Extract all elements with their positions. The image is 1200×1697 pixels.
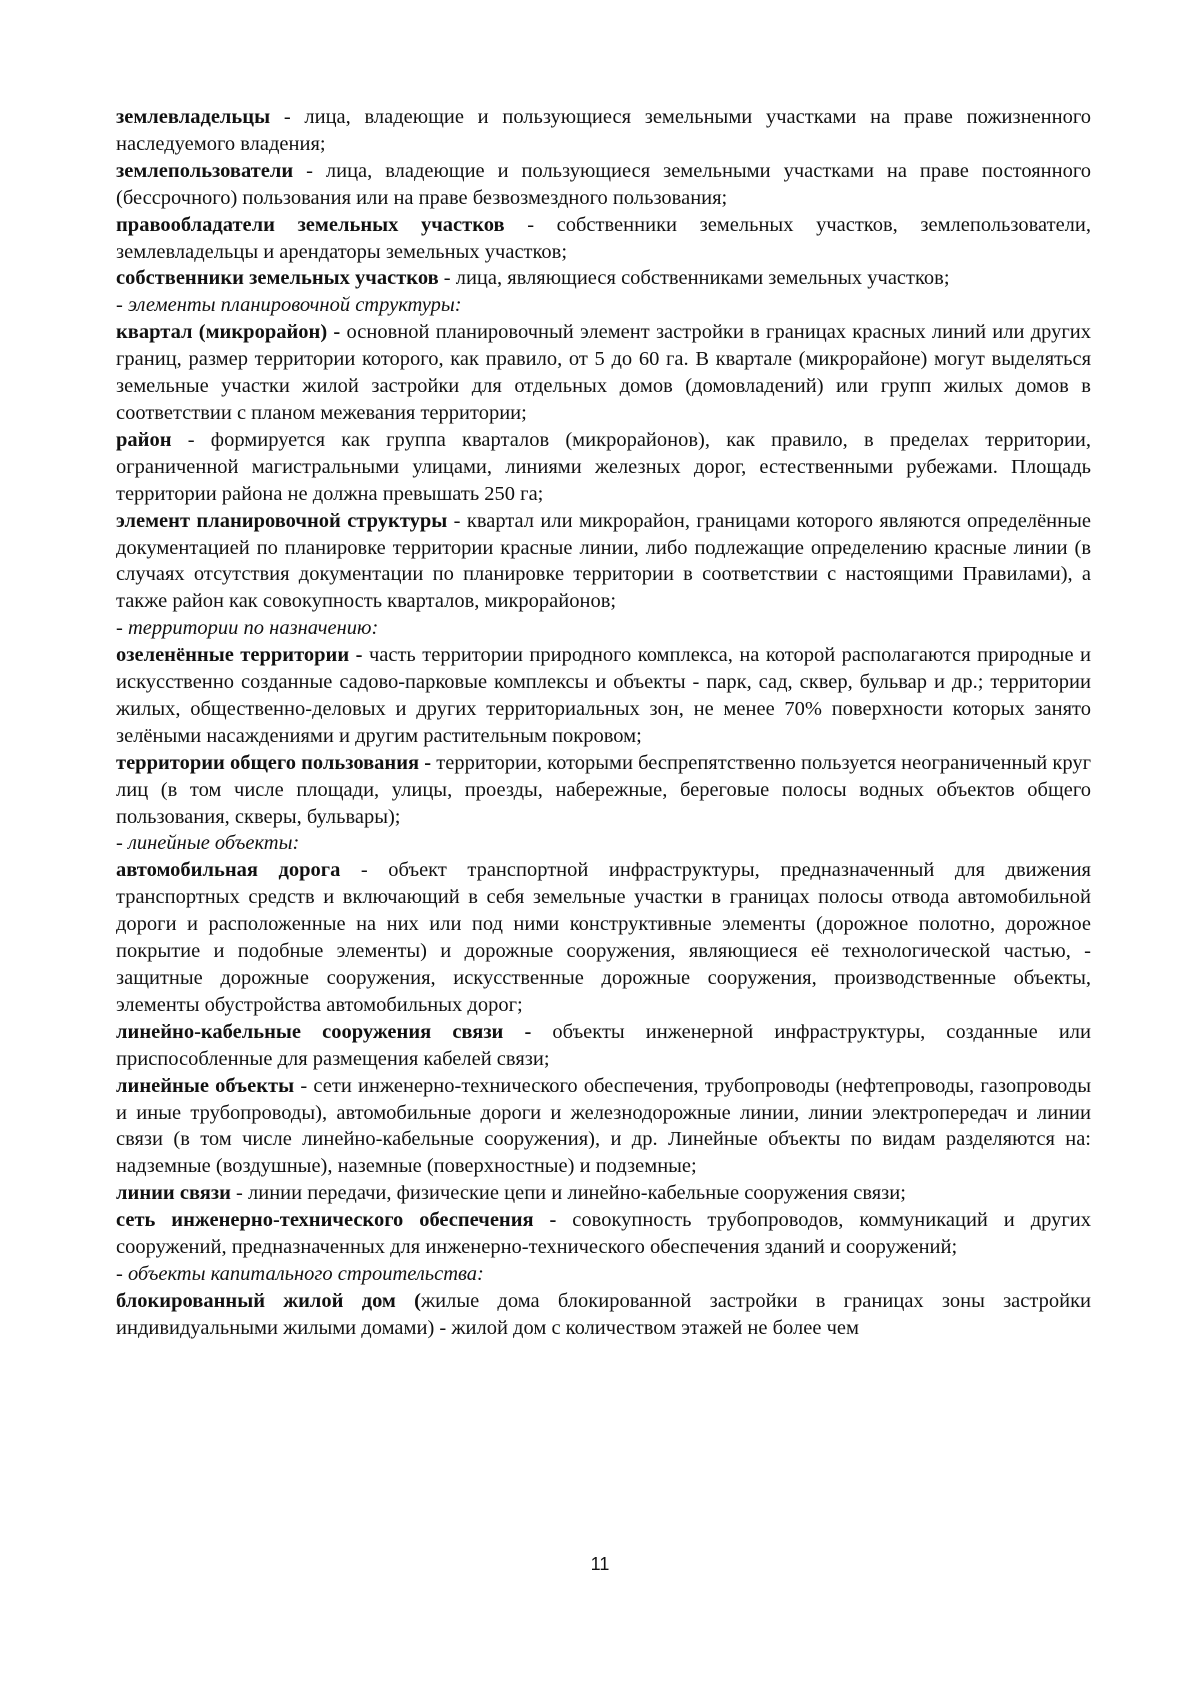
definition-text: часть территории природного комплекса, на которой располагаются природные и искусственно созданные садово-парковые комплексы и объекты - парк, сад, сквер, бульвар и др.; территории жилых, общественно-деловых и других территориальных зон, не менее 70% поверхности которых занято зелёными насаждениями и другим растительным покровом;: [116, 644, 1092, 747]
definition-district: [116, 427, 1091, 508]
section-heading-capital-construction: - объекты капитального строительства:: [116, 1262, 484, 1285]
definition-land-users: [116, 158, 1091, 212]
term: землевладельцы: [116, 106, 271, 128]
term: блокированный жилой дом (: [116, 1289, 421, 1312]
definition-text: основной планировочный элемент застройки в границах красных линий или других границ, размер территории которого, как правило, от 5 до 60 га. В квартале (микрорайоне) могут выделяться земельные участки жилой застройки для отдельных домов (домовладений) или групп жилых домов в соответствии с планом межевания территории;: [116, 321, 1091, 424]
definition-engineering-network: [116, 1207, 1091, 1261]
definition-linear-objects: [116, 1073, 1091, 1181]
section-heading-territories: - территории по назначению:: [116, 617, 379, 640]
term: правообладатели земельных участков: [116, 213, 505, 236]
definition-communication-lines: [116, 1180, 1091, 1207]
term: квартал (микрорайон) -: [116, 321, 341, 344]
document-body: [116, 104, 1091, 1342]
definition-road: [116, 857, 1091, 1018]
definition-text: - формируется как группа кварталов (микрорайонов), как правило, в пределах территории, ограниченной магистральными улицами, линиями железных дорог, естественными рубежами. Площадь территории района не должна превышать 250 га;: [116, 428, 1091, 505]
definition-text: - лица, владеющие и пользующиеся земельными участками на праве пожизненного наследуемого владения;: [116, 106, 1091, 155]
term: автомобильная дорога: [116, 859, 341, 882]
definition-text: - объект транспортной инфраструктуры, предназначенный для движения транспортных средств и включающий в себя земельные участки в границах полосы отвода автомобильной дороги и расположенные на них или под ними конструктивные элементы (дорожное полотно, дорожное покрытие и подобные элементы) и дорожные сооружения, являющиеся её технологической частью, - защитные дорожные сооружения, искусственные дорожные сооружения, производственные объекты, элементы обустройства автомобильных дорог;: [116, 859, 1091, 1016]
term: сеть инженерно-технического обеспечения -: [116, 1209, 557, 1232]
definition-text: - собственники земельных участков, землепользователи, землевладельцы и арендаторы земельных участков;: [116, 213, 1091, 263]
definition-planning-element: [116, 508, 1091, 616]
section-heading-linear-objects: - линейные объекты:: [116, 832, 300, 855]
definition-text: жилые дома блокированной застройки в границах зоны застройки индивидуальными жилыми домами) - жилой дом с количеством этажей не более чем: [116, 1289, 1091, 1339]
term: район: [116, 428, 172, 451]
term: территории общего пользования -: [116, 751, 432, 774]
term: линии связи: [116, 1182, 231, 1205]
term: собственники земельных участков: [116, 267, 439, 290]
definition-text: территории, которыми беспрепятственно пользуется неограниченный круг лиц (в том числе площади, улицы, проезды, набережные, береговые полосы водных объектов общего пользования, скверы, бульвары);: [116, 751, 1091, 828]
definition-blocked-house: [116, 1288, 1091, 1342]
term: линейно-кабельные сооружения связи -: [116, 1020, 532, 1043]
definition-text: - лица, владеющие и пользующиеся земельными участками на праве постоянного (бессрочного) пользования или на праве безвозмездного пользования;: [116, 159, 1091, 209]
definition-right-holders: [116, 212, 1091, 266]
definition-cable-structures: [116, 1019, 1091, 1073]
term: элемент планировочной структуры: [116, 509, 448, 532]
definition-text: - лица, являющиеся собственниками земельных участков;: [438, 267, 950, 290]
definition-landholders: [116, 104, 1091, 158]
definition-text: - сети инженерно-технического обеспечения, трубопроводы (нефтепроводы, газопроводы и иные трубопроводы), автомобильные дороги и железнодорожные линии, линии электропередач и линии связи (в том числе линейно-кабельные сооружения), и др. Линейные объекты по видам разделяются на: надземные (воздушные), наземные (поверхностные) и подземные;: [116, 1074, 1091, 1178]
page-number: 11: [590, 1554, 610, 1574]
definition-land-owners: [116, 265, 1091, 292]
section-heading-planning-structure: - элементы планировочной структуры:: [116, 294, 462, 317]
definition-quarter: [116, 319, 1091, 427]
definition-green-areas: [116, 642, 1091, 750]
definition-text: совокупность трубопроводов, коммуникаций и других сооружений, предназначенных для инженерно-технического обеспечения зданий и сооружений;: [116, 1209, 1091, 1259]
definition-public-areas: [116, 750, 1091, 831]
definition-text: объекты инженерной инфраструктуры, созданные или приспособленные для размещения кабелей связи;: [116, 1020, 1091, 1070]
definition-text: - квартал или микрорайон, границами которого являются определённые документацией по планировке территории красные линии, либо подлежащие определению красные линии (в случаях отсутствия документации по планировке территории в соответствии с настоящими Правилами), а также район как совокупность кварталов, микрорайонов;: [116, 509, 1091, 613]
term: землепользователи: [116, 159, 294, 182]
term: линейные объекты: [116, 1074, 295, 1097]
definition-text: - линии передачи, физические цепи и линейно-кабельные сооружения связи;: [230, 1182, 906, 1205]
term: озеленённые территории -: [116, 644, 363, 667]
